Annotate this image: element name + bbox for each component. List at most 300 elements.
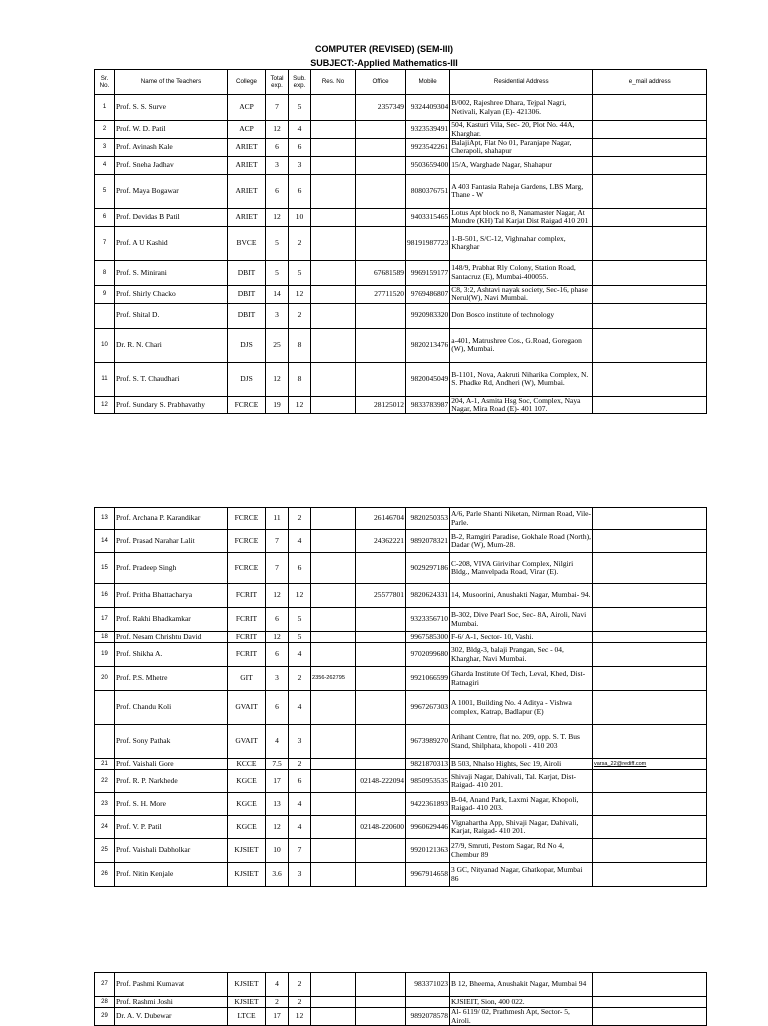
table-row: [95, 632, 707, 643]
cell-mobile: 9029297186: [406, 553, 450, 584]
cell-sub: 12: [289, 396, 311, 414]
table-row: [95, 260, 707, 285]
cell-email: [593, 208, 707, 226]
cell-sub: 4: [289, 691, 311, 725]
cell-res: [311, 508, 356, 530]
cell-name: Prof. Sundary S. Prabhavathy: [115, 396, 228, 414]
cell-address: A 403 Fantasia Raheja Gardens, LBS Marg, Thane - W: [450, 174, 593, 208]
cell-sub: 6: [289, 770, 311, 793]
cell-name: Prof. S. H. More: [115, 793, 228, 816]
column-header-email: e_mail address: [593, 70, 707, 95]
cell-sub: 2: [289, 667, 311, 691]
cell-sub: 3: [289, 156, 311, 174]
cell-name: Prof. A U Kashid: [115, 226, 228, 260]
cell-address: 148/9, Prabhat Rly Colony, Station Road, Santacruz (E), Mumbai-400055.: [450, 260, 593, 285]
cell-sub: 7: [289, 839, 311, 863]
cell-college: DBIT: [228, 260, 266, 285]
cell-office: [356, 226, 406, 260]
cell-address: Lotus Apt block no 8, Nanamaster Nagar, At Mundre (KH) Tal Karjat Dist Raigad 410 201: [450, 208, 593, 226]
table-row: [95, 226, 707, 260]
cell-name: Prof. Avinash Kale: [115, 139, 228, 157]
cell-name: Prof. Devidas B Patil: [115, 208, 228, 226]
cell-office: [356, 691, 406, 725]
column-header-sr: Sr. No.: [95, 70, 115, 95]
cell-address: 302, Bldg-3, balaji Prangan, Sec - 04, Kharghar, Navi Mumbai.: [450, 643, 593, 667]
cell-total: 7: [266, 553, 289, 584]
cell-email: [593, 643, 707, 667]
cell-office: [356, 1008, 406, 1026]
cell-mobile: 9920121363: [406, 839, 450, 863]
cell-res: [311, 121, 356, 139]
cell-college: KGCE: [228, 816, 266, 839]
cell-sub: 5: [289, 632, 311, 643]
cell-total: 12: [266, 584, 289, 608]
cell-mobile: 9821870313: [406, 759, 450, 770]
cell-email: [593, 553, 707, 584]
table-row: [95, 667, 707, 691]
cell-name: Prof. W. D. Patil: [115, 121, 228, 139]
cell-college: DBIT: [228, 285, 266, 303]
cell-email: [593, 139, 707, 157]
table-row: [95, 759, 707, 770]
table-row: [95, 816, 707, 839]
cell-email: [593, 973, 707, 997]
cell-address: Vignahartha App, Shivaji Nagar, Dahivali, Karjat, Raigad- 410 201.: [450, 816, 593, 839]
cell-college: FCRIT: [228, 584, 266, 608]
cell-address: Gharda Institute Of Tech, Leval, Khed, Dist- Ratnagiri: [450, 667, 593, 691]
cell-sub: 12: [289, 1008, 311, 1026]
cell-office: [356, 208, 406, 226]
cell-sub: 2: [289, 759, 311, 770]
cell-total: 4: [266, 725, 289, 759]
cell-res: [311, 608, 356, 632]
cell-total: 12: [266, 121, 289, 139]
cell-mobile: 9969159177: [406, 260, 450, 285]
cell-office: 02148-222094: [356, 770, 406, 793]
cell-address: KJSIEIT, Sion, 400 022.: [450, 997, 593, 1008]
cell-college: KJSIET: [228, 863, 266, 887]
cell-email: [593, 285, 707, 303]
table-row: [95, 839, 707, 863]
table-row: [95, 793, 707, 816]
cell-office: 2357349: [356, 95, 406, 121]
cell-office: [356, 667, 406, 691]
column-header-res: Res. No: [311, 70, 356, 95]
cell-college: FCRCE: [228, 396, 266, 414]
cell-sr: 21: [95, 759, 115, 770]
cell-name: Prof. S. S. Surve: [115, 95, 228, 121]
cell-res: [311, 208, 356, 226]
cell-office: [356, 303, 406, 328]
cell-sr: 23: [95, 793, 115, 816]
cell-total: 6: [266, 174, 289, 208]
cell-mobile: 9702099680: [406, 643, 450, 667]
cell-mobile: 9967585300: [406, 632, 450, 643]
cell-sub: 2: [289, 303, 311, 328]
cell-mobile: [406, 997, 450, 1008]
cell-mobile: 9967267303: [406, 691, 450, 725]
cell-email: [593, 863, 707, 887]
cell-office: [356, 174, 406, 208]
cell-sr: 8: [95, 260, 115, 285]
cell-office: 28125012: [356, 396, 406, 414]
cell-address: B-302, Dive Pearl Soc, Sec- 8A, Airoli, Navi Mumbai.: [450, 608, 593, 632]
cell-college: GVAIT: [228, 691, 266, 725]
cell-sub: 4: [289, 121, 311, 139]
cell-mobile: 9833783987: [406, 396, 450, 414]
cell-sr: 17: [95, 608, 115, 632]
cell-address: B-1101, Nova, Aakruti Niharika Complex, N. S. Phadke Rd, Andheri (W), Mumbai.: [450, 362, 593, 396]
cell-sub: 5: [289, 95, 311, 121]
cell-sr: 11: [95, 362, 115, 396]
table-row: [95, 328, 707, 362]
cell-office: [356, 839, 406, 863]
column-header-sub: Sub. exp.: [289, 70, 311, 95]
cell-college: FCRIT: [228, 632, 266, 643]
cell-college: FCRCE: [228, 508, 266, 530]
cell-mobile: 9673989270: [406, 725, 450, 759]
cell-mobile: 9324409304: [406, 95, 450, 121]
cell-mobile: 9960629446: [406, 816, 450, 839]
cell-address: B 12, Bheema, Anushakit Nagar, Mumbai 94: [450, 973, 593, 997]
cell-office: [356, 156, 406, 174]
cell-college: ACP: [228, 121, 266, 139]
cell-email: [593, 396, 707, 414]
cell-sr: 27: [95, 973, 115, 997]
cell-name: Prof. Shital D.: [115, 303, 228, 328]
cell-sr: 20: [95, 667, 115, 691]
cell-address: Don Bosco institute of technology: [450, 303, 593, 328]
cell-mobile: 9920983320: [406, 303, 450, 328]
cell-address: C-208, VIVA Girivihar Complex, Nilgiri Bldg., Manvelpada Road, Virar (E).: [450, 553, 593, 584]
cell-name: Prof. V. P. Patil: [115, 816, 228, 839]
cell-res: [311, 328, 356, 362]
cell-res: [311, 816, 356, 839]
cell-mobile: 9967914658: [406, 863, 450, 887]
cell-sub: 4: [289, 816, 311, 839]
cell-email: [593, 997, 707, 1008]
cell-total: 6: [266, 643, 289, 667]
cell-mobile: 9323356710: [406, 608, 450, 632]
cell-college: FCRCE: [228, 530, 266, 553]
cell-mobile: 9892078578: [406, 1008, 450, 1026]
cell-total: 12: [266, 208, 289, 226]
cell-office: [356, 759, 406, 770]
cell-total: 3: [266, 667, 289, 691]
table-row: [95, 608, 707, 632]
table-header-row: [95, 70, 707, 95]
cell-college: ACP: [228, 95, 266, 121]
cell-office: [356, 121, 406, 139]
column-header-address: Residential Address: [450, 70, 593, 95]
cell-sub: 5: [289, 608, 311, 632]
table-row: [95, 508, 707, 530]
cell-sub: 6: [289, 553, 311, 584]
cell-sr: 6: [95, 208, 115, 226]
cell-sub: 12: [289, 584, 311, 608]
cell-mobile: 9820213476: [406, 328, 450, 362]
cell-total: 11: [266, 508, 289, 530]
cell-address: 504, Kasturi Vila, Sec- 20, Plot No. 44A, Kharghar.: [450, 121, 593, 139]
cell-total: 14: [266, 285, 289, 303]
cell-college: GIT: [228, 667, 266, 691]
cell-office: [356, 608, 406, 632]
cell-email: [593, 608, 707, 632]
cell-name: Dr. A. V. Dubewar: [115, 1008, 228, 1026]
cell-name: Dr. R. N. Chari: [115, 328, 228, 362]
cell-sub: 4: [289, 530, 311, 553]
table-row: [95, 174, 707, 208]
cell-res: [311, 973, 356, 997]
cell-name: Prof. Nitin Kenjale: [115, 863, 228, 887]
cell-email: [593, 584, 707, 608]
cell-res: [311, 632, 356, 643]
cell-sub: 2: [289, 226, 311, 260]
cell-mobile: 9403315465: [406, 208, 450, 226]
cell-name: Prof. Rashmi Joshi: [115, 997, 228, 1008]
cell-college: DJS: [228, 328, 266, 362]
cell-res: [311, 396, 356, 414]
cell-email: [593, 174, 707, 208]
cell-name: Prof. Archana P. Karandikar: [115, 508, 228, 530]
cell-office: [356, 725, 406, 759]
cell-address: 15/A, Warghade Nagar, Shahapur: [450, 156, 593, 174]
document-title: COMPUTER (REVISED) (SEM-III): [314, 44, 453, 54]
cell-address: 204, A-1, Asmita Hsg Soc, Complex, Naya Nagar, Mira Road (E)- 401 107.: [450, 396, 593, 414]
cell-address: 14, Musoorini, Anushakti Nagar, Mumbai- 94.: [450, 584, 593, 608]
cell-office: [356, 997, 406, 1008]
cell-mobile: 9921066599: [406, 667, 450, 691]
cell-sr: 13: [95, 508, 115, 530]
table-row: [95, 643, 707, 667]
cell-college: FCRIT: [228, 608, 266, 632]
cell-total: 12: [266, 816, 289, 839]
cell-sub: 8: [289, 362, 311, 396]
cell-total: 12: [266, 632, 289, 643]
cell-email: [593, 725, 707, 759]
cell-office: [356, 973, 406, 997]
cell-res: [311, 584, 356, 608]
cell-mobile: 9923542261: [406, 139, 450, 157]
cell-college: KJSIET: [228, 997, 266, 1008]
cell-total: 19: [266, 396, 289, 414]
cell-name: Prof. Sneha Jadhav: [115, 156, 228, 174]
cell-res: [311, 725, 356, 759]
cell-res: [311, 759, 356, 770]
cell-office: 26146704: [356, 508, 406, 530]
cell-mobile: 9820624331: [406, 584, 450, 608]
cell-college: FCRIT: [228, 643, 266, 667]
cell-sub: 2: [289, 973, 311, 997]
cell-res: [311, 156, 356, 174]
cell-mobile: 9820045049: [406, 362, 450, 396]
cell-mobile: 9503659400: [406, 156, 450, 174]
cell-total: 4: [266, 973, 289, 997]
cell-sr: 24: [95, 816, 115, 839]
cell-address: 3 GC, Nityanad Nagar, Ghatkopar, Mumbai 86: [450, 863, 593, 887]
cell-total: 6: [266, 608, 289, 632]
table-row: [95, 285, 707, 303]
cell-name: Prof. P.S. Mhetre: [115, 667, 228, 691]
cell-total: 5: [266, 226, 289, 260]
cell-college: DJS: [228, 362, 266, 396]
cell-office: [356, 553, 406, 584]
cell-total: 2: [266, 997, 289, 1008]
cell-sr: 12: [95, 396, 115, 414]
cell-office: [356, 793, 406, 816]
table-row: [95, 725, 707, 759]
table-row: [95, 997, 707, 1008]
cell-college: FCRCE: [228, 553, 266, 584]
cell-college: LTCE: [228, 1008, 266, 1026]
cell-email: [593, 839, 707, 863]
column-header-mobile: Mobile: [406, 70, 450, 95]
cell-office: [356, 362, 406, 396]
cell-sr: 29: [95, 1008, 115, 1026]
cell-address: Shivaji Nagar, Dahivali, Tal. Karjat, Dist- Raigad- 410 201.: [450, 770, 593, 793]
cell-total: 7: [266, 95, 289, 121]
cell-sr: 3: [95, 139, 115, 157]
cell-address: C8, 3:2, Ashtavi nayak society, Sec-16, phase Nerul(W), Navi Mumbai.: [450, 285, 593, 303]
cell-sr: 28: [95, 997, 115, 1008]
cell-res: [311, 691, 356, 725]
cell-sr: [95, 725, 115, 759]
cell-total: 6: [266, 691, 289, 725]
cell-mobile: 98191987723: [406, 226, 450, 260]
document-subtitle: SUBJECT:-Applied Mathematics-III: [310, 58, 458, 68]
cell-sub: 4: [289, 643, 311, 667]
cell-email: [593, 508, 707, 530]
table-row: [95, 208, 707, 226]
table-row: [95, 303, 707, 328]
cell-total: 17: [266, 1008, 289, 1026]
cell-res: 2356-262795: [311, 667, 356, 691]
cell-res: [311, 139, 356, 157]
teachers-table-1: [94, 69, 707, 414]
cell-sr: 7: [95, 226, 115, 260]
cell-office: 02148-220600: [356, 816, 406, 839]
cell-sr: 14: [95, 530, 115, 553]
cell-address: B-04, Anand Park, Laxmi Nagar, Khopoli, Raigad- 410 203.: [450, 793, 593, 816]
cell-name: Prof. Nesam Chrishtu David: [115, 632, 228, 643]
cell-sub: 2: [289, 997, 311, 1008]
cell-sr: [95, 303, 115, 328]
cell-address: B-2, Ramgiri Paradise, Gokhale Road (North), Dadar (W), Mum-28.: [450, 530, 593, 553]
column-header-total: Total exp.: [266, 70, 289, 95]
cell-address: A/6, Parle Shanti Niketan, Nirman Road, Vile-Parle.: [450, 508, 593, 530]
cell-sr: 9: [95, 285, 115, 303]
cell-office: [356, 139, 406, 157]
cell-res: [311, 1008, 356, 1026]
cell-res: [311, 770, 356, 793]
cell-email: [593, 156, 707, 174]
cell-college: KJSIET: [228, 839, 266, 863]
cell-address: 1-B-501, S/C-12, Vighnahar complex, Kharghar: [450, 226, 593, 260]
cell-address: F-6/ A-1, Sector- 10, Vashi.: [450, 632, 593, 643]
cell-sr: 25: [95, 839, 115, 863]
cell-college: ARIET: [228, 208, 266, 226]
cell-sub: 8: [289, 328, 311, 362]
cell-sr: 5: [95, 174, 115, 208]
cell-name: Prof. Sony Pathak: [115, 725, 228, 759]
cell-res: [311, 260, 356, 285]
cell-res: [311, 285, 356, 303]
cell-office: [356, 328, 406, 362]
cell-total: 3: [266, 303, 289, 328]
table-row: [95, 553, 707, 584]
cell-name: Prof. S. T. Chaudhari: [115, 362, 228, 396]
cell-name: Prof. Pradeep Singh: [115, 553, 228, 584]
table-row: [95, 1008, 707, 1026]
column-header-name: Name of the Teachers: [115, 70, 228, 95]
cell-total: 7.5: [266, 759, 289, 770]
cell-email: [593, 793, 707, 816]
cell-office: 25577801: [356, 584, 406, 608]
teachers-table-2: [94, 507, 707, 887]
cell-res: [311, 95, 356, 121]
table-row: [95, 139, 707, 157]
teachers-table-3: [94, 972, 707, 1026]
cell-email: [593, 770, 707, 793]
cell-email: [593, 303, 707, 328]
table-row: [95, 973, 707, 997]
cell-res: [311, 303, 356, 328]
cell-sub: 6: [289, 139, 311, 157]
table-row: [95, 863, 707, 887]
cell-total: 3.6: [266, 863, 289, 887]
cell-sr: 16: [95, 584, 115, 608]
cell-college: ARIET: [228, 174, 266, 208]
cell-sr: 18: [95, 632, 115, 643]
cell-sr: 10: [95, 328, 115, 362]
cell-name: Prof. S. Minirani: [115, 260, 228, 285]
cell-address: Arihant Centre, flat no. 209, opp. S. T. Bus Stand, Shilphata, khopoli - 410 203: [450, 725, 593, 759]
cell-address: Al- 6119/ 02, Prathmesh Apt, Sector- 5, Airoli.: [450, 1008, 593, 1026]
cell-email: [593, 816, 707, 839]
table-row: [95, 584, 707, 608]
cell-sub: 3: [289, 863, 311, 887]
cell-college: ARIET: [228, 156, 266, 174]
cell-res: [311, 362, 356, 396]
cell-name: Prof. Pashmi Kumavat: [115, 973, 228, 997]
cell-sub: 12: [289, 285, 311, 303]
cell-total: 25: [266, 328, 289, 362]
cell-sub: 6: [289, 174, 311, 208]
cell-total: 12: [266, 362, 289, 396]
cell-total: 3: [266, 156, 289, 174]
cell-sub: 5: [289, 260, 311, 285]
table-row: [95, 770, 707, 793]
cell-sub: 10: [289, 208, 311, 226]
cell-email[interactable]: varsa_22@rediff.com: [593, 759, 707, 770]
cell-office: 24362221: [356, 530, 406, 553]
cell-mobile: 9323539491: [406, 121, 450, 139]
cell-res: [311, 553, 356, 584]
cell-res: [311, 839, 356, 863]
cell-name: Prof. Shikha A.: [115, 643, 228, 667]
cell-address: B/002, Rajeshree Dhara, Tejpal Nagri, Netivali, Kalyan (E)- 421306.: [450, 95, 593, 121]
column-header-office: Office: [356, 70, 406, 95]
cell-email: [593, 1008, 707, 1026]
cell-name: Prof. Prasad Narahar Lalit: [115, 530, 228, 553]
cell-name: Prof. Shirly Chacko: [115, 285, 228, 303]
table-row: [95, 396, 707, 414]
cell-total: 5: [266, 260, 289, 285]
cell-res: [311, 863, 356, 887]
cell-email: [593, 328, 707, 362]
cell-sr: 26: [95, 863, 115, 887]
cell-address: A 1001, Building No. 4 Aditya - Vishwa complex, Katrap, Badlapur (E): [450, 691, 593, 725]
